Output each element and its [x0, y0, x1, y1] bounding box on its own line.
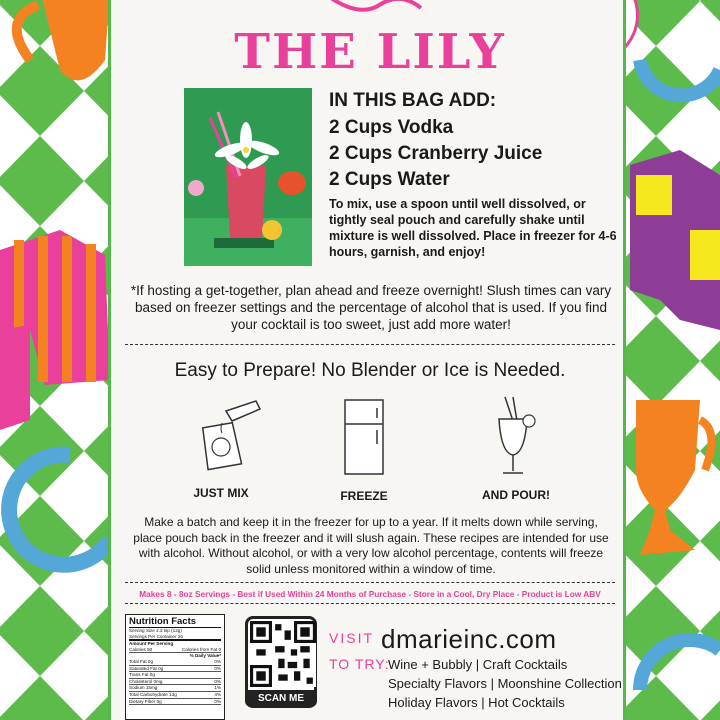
- calories-label: Calories 50: [129, 646, 153, 652]
- logo-flourish-icon: [321, 0, 431, 20]
- nutrient-label: Sodium 15mg: [129, 685, 158, 691]
- divider-middle: [125, 582, 615, 583]
- nutrient-pct: 0%: [214, 698, 221, 704]
- nutrient-row: [129, 699, 221, 706]
- category-line-3: Holiday Flavors | Hot Cocktails: [388, 695, 565, 710]
- scan-me-label: SCAN ME: [245, 690, 317, 707]
- step-freeze: FREEZE: [340, 489, 388, 503]
- daily-value-heading: % Daily Value*: [189, 653, 221, 659]
- mix-instructions: To mix, use a spoon until well dissolved, or tightly seal pouch and carefully shake until mixture is well dissolved. Place in freezer for 4-6 hours, garnish, and enjoy!: [329, 197, 617, 259]
- nutrient-label: Total Carbohydrate 13g: [129, 691, 177, 697]
- nutrient-label: Saturated Fat 0g: [129, 665, 164, 671]
- divider-bottom: [125, 603, 615, 604]
- divider-top: [125, 344, 615, 345]
- visit-label: VISIT: [329, 630, 375, 646]
- nutrient-row: [129, 672, 221, 679]
- ingredient-cranberry-juice: 2 Cups Cranberry Juice: [329, 143, 543, 164]
- recipe-panel: [108, 0, 626, 720]
- step-and-pour: AND POUR!: [482, 488, 550, 502]
- hosting-note: *If hosting a get-together, plan ahead and freeze overnight! Slush times can vary based on freezer settings and the percentage of alcohol that is used. If you find your cocktail is too sweet, just add more water!: [130, 283, 612, 332]
- nutrition-facts-label: [125, 614, 225, 720]
- calories-row: [129, 647, 221, 654]
- nutrient-pct: 1%: [214, 685, 221, 691]
- nutrient-row: [129, 692, 221, 699]
- product-title: THE LILY: [234, 24, 506, 80]
- category-line-1: Wine + Bubbly | Craft Cocktails: [388, 657, 568, 672]
- nutrient-label: Total Fat 0g: [129, 658, 154, 664]
- cocktail-photo: [184, 88, 312, 266]
- amount-per-serving: Amount Per Serving: [129, 641, 174, 647]
- nutrition-heading: Nutrition Facts: [129, 617, 221, 628]
- category-line-2: Specialty Flavors | Moonshine Collection: [388, 676, 622, 691]
- qr-code-icon: [250, 621, 316, 687]
- nutrient-pct: 0%: [214, 678, 221, 684]
- website-link[interactable]: dmarieinc.com: [381, 624, 557, 654]
- servings-note: Makes 8 - 8oz Servings - Best if Used Within 24 Months of Purchase - Store in a Cool, Dry Place - Product is Low ABV: [139, 589, 601, 599]
- nutrient-row: [129, 685, 221, 692]
- nutrient-label: Dietary Fiber 0g: [129, 698, 162, 704]
- nutrient-row: [129, 679, 221, 686]
- to-try-label: TO TRY:: [329, 656, 390, 672]
- calories-fat-label: Calories from Fat 0: [181, 646, 221, 652]
- cocktail-glass-icon: [491, 395, 541, 479]
- nutrient-label: Cholesterol 0mg: [129, 678, 163, 684]
- bag-add-heading: IN THIS BAG ADD:: [329, 90, 497, 111]
- serving-size: Serving Size 2.3 tsp (12g): [129, 628, 182, 633]
- step-just-mix: JUST MIX: [193, 486, 249, 500]
- nutrient-pct: 0%: [214, 658, 221, 664]
- nutrient-row: [129, 659, 221, 666]
- freezer-icon: [339, 398, 389, 478]
- nutrient-row: [129, 666, 221, 673]
- ingredient-water: 2 Cups Water: [329, 169, 450, 190]
- servings-per-container: Servings Per Container 26: [129, 634, 221, 642]
- nutrient-label: Trans Fat 0g: [129, 672, 155, 678]
- easy-prepare-heading: Easy to Prepare! No Blender or Ice is Needed.: [174, 360, 566, 381]
- ingredient-vodka: 2 Cups Vodka: [329, 117, 454, 138]
- nutrient-pct: 4%: [214, 691, 221, 697]
- batch-note: Make a batch and keep it in the freezer for up to a year. If it melts down while serving, place pouch back in the freezer and it will slush again. These recipes are intended for use with alcohol. Without alcohol, or with a very low alcohol percentage, contents will freeze solid unless monitored within a window of time.: [133, 515, 609, 576]
- nutrient-pct: 0%: [214, 665, 221, 671]
- mix-pour-icon: [176, 395, 266, 475]
